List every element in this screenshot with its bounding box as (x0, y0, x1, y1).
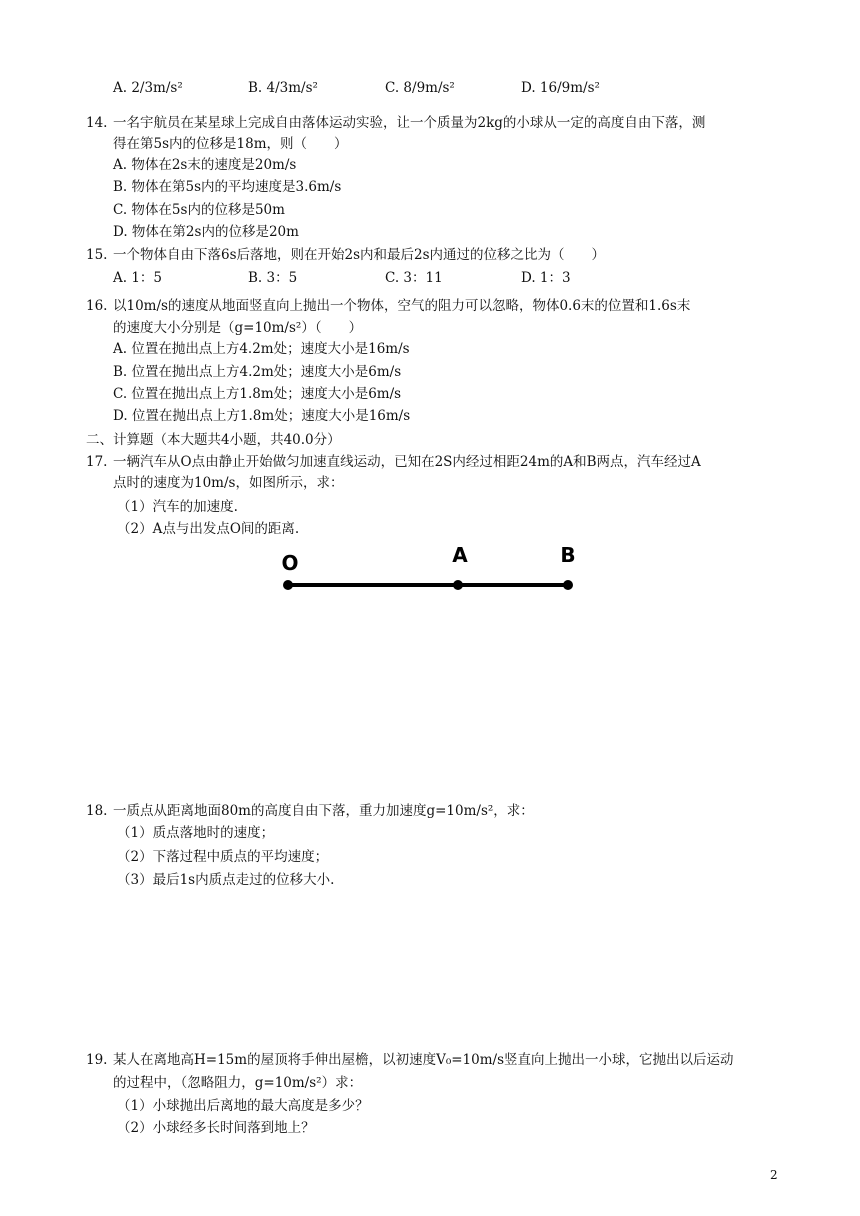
q13-option-c: C. 8/9m/s² (385, 80, 455, 96)
q17-line-figure (270, 538, 590, 598)
q14-text-2: 得在第5s内的位移是18m，则（ ） (113, 136, 348, 152)
label-a: A (452, 543, 468, 567)
q16-option-d: D. 位置在抛出点上方1.8m处；速度大小是16m/s (113, 408, 411, 424)
q14-option-c: C. 物体在5s内的位移是50m (113, 202, 285, 218)
q18-sub-2: （2）下落过程中质点的平均速度； (117, 849, 329, 865)
q15-option-d: D. 1：3 (521, 270, 571, 286)
q17-text-1: 一辆汽车从O点由静止开始做匀加速直线运动，已知在2S内经过相距24m的A和B两点，汽车经过A (113, 454, 701, 470)
q16-option-a: A. 位置在抛出点上方4.2m处；速度大小是16m/s (113, 341, 410, 357)
q19-sub-1: （1）小球抛出后离地的最大高度是多少？ (117, 1098, 369, 1114)
q19-sub-2: （2）小球经多长时间落到地上？ (117, 1120, 315, 1136)
point-o-dot (283, 580, 293, 590)
point-b-dot (563, 580, 573, 590)
q17-sub-1: （1）汽车的加速度. (117, 499, 238, 515)
q14-option-a: A. 物体在2s末的速度是20m/s (113, 157, 297, 173)
q14-option-b: B. 物体在第5s内的平均速度是3.6m/s (113, 179, 342, 195)
q15-option-a: A. 1：5 (113, 270, 163, 286)
q19-text-2: 的过程中，（忽略阻力，g=10m/s²）求： (113, 1075, 363, 1091)
q13-option-a: A. 2/3m/s² (113, 80, 183, 96)
q14-number: 14. (86, 115, 108, 131)
q16-text-1: 以10m/s的速度从地面竖直向上抛出一个物体，空气的阻力可以忽略，物体0.6末的位置和1.6s末 (113, 298, 691, 314)
q16-option-c: C. 位置在抛出点上方1.8m处；速度大小是6m/s (113, 386, 402, 402)
q18-text-1: 一质点从距离地面80m的高度自由下落，重力加速度g=10m/s²，求： (113, 803, 534, 819)
point-a-dot (453, 580, 463, 590)
q17-number: 17. (86, 454, 108, 470)
section-heading: 二、计算题（本大题共4小题，共40.0分） (86, 432, 341, 448)
q18-sub-3: （3）最后1s内质点走过的位移大小. (117, 872, 335, 888)
q15-number: 15. (86, 247, 108, 263)
label-o: O (281, 551, 299, 575)
q13-option-d: D. 16/9m/s² (521, 80, 600, 96)
q17-text-2: 点时的速度为10m/s，如图所示，求： (113, 475, 344, 491)
q15-text-1: 一个物体自由下落6s后落地，则在开始2s内和最后2s内通过的位移之比为（ ） (113, 247, 606, 263)
q19-number: 19. (86, 1052, 108, 1068)
q15-option-c: C. 3：11 (385, 270, 443, 286)
q14-option-d: D. 物体在第2s内的位移是20m (113, 224, 299, 240)
q18-number: 18. (86, 803, 108, 819)
label-b: B (560, 543, 576, 567)
q19-text-1: 某人在离地高H=15m的屋顶将手伸出屋檐，以初速度V₀=10m/s竖直向上抛出一小球，它抛出以后运动 (113, 1052, 734, 1068)
q13-option-b: B. 4/3m/s² (248, 80, 318, 96)
q16-number: 16. (86, 298, 108, 314)
page-number: 2 (770, 1168, 778, 1182)
q17-sub-2: （2）A点与出发点O间的距离. (117, 521, 300, 537)
q16-text-2: 的速度大小分别是（g=10m/s²）（ ） (113, 320, 363, 336)
q14-text-1: 一名宇航员在某星球上完成自由落体运动实验，让一个质量为2kg的小球从一定的高度自由下落，测 (113, 115, 706, 131)
q15-option-b: B. 3：5 (248, 270, 298, 286)
q18-sub-1: （1）质点落地时的速度； (117, 825, 275, 841)
q16-option-b: B. 位置在抛出点上方4.2m处；速度大小是6m/s (113, 364, 402, 380)
